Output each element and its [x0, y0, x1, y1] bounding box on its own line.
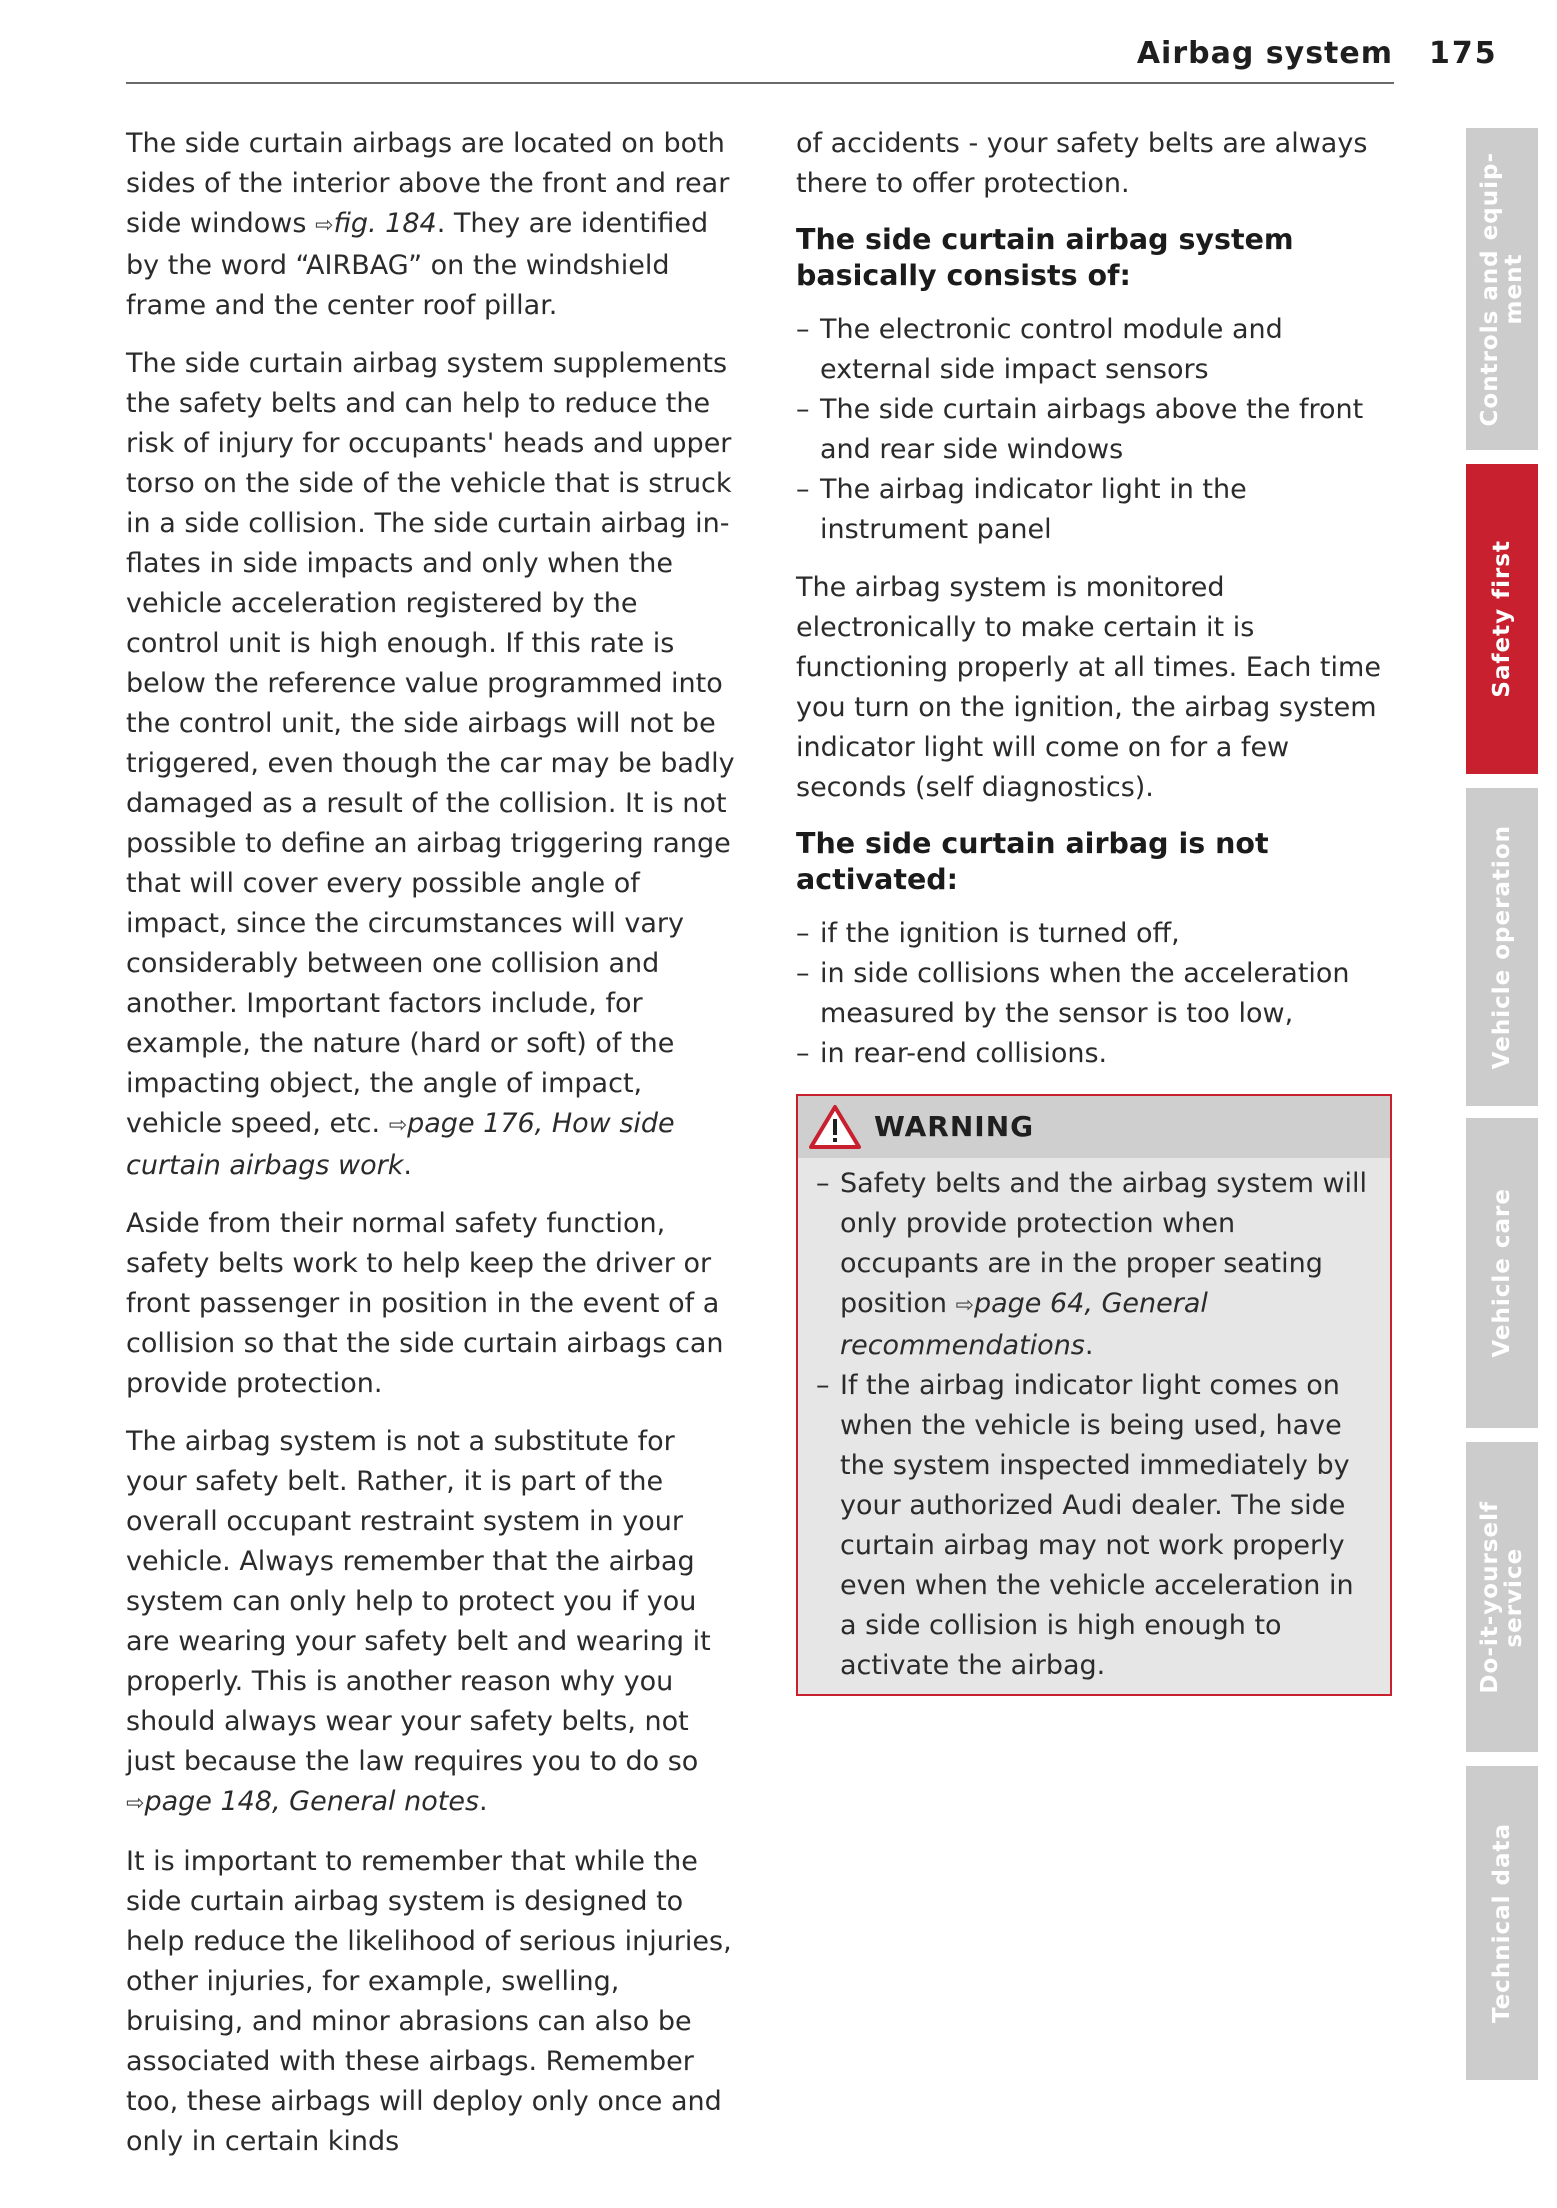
list-item: – in rear-end collisions. [796, 1034, 1392, 1074]
page-reference-link[interactable]: page 64, General recommendations [840, 1288, 1208, 1361]
sub-heading: The side curtain airbag is not activated: [796, 827, 1269, 896]
list-item: – The side curtain airbags above the front and rear side windows [796, 390, 1392, 470]
figure-reference-link[interactable]: fig. 184 [333, 208, 437, 239]
warning-title: WARNING [874, 1110, 1035, 1143]
right-column [796, 124, 1392, 1696]
warning-body [798, 1158, 1390, 1694]
sub-heading: The side curtain airbag system basically consists of: [796, 223, 1294, 292]
warning-triangle-icon [808, 1104, 862, 1150]
tab-label: Controls and equip- ment [1477, 151, 1527, 427]
paragraph-text: The airbag system is not a substitute for your safety belt. Rather, it is part of the overall occupant restraint system in your vehicle. Always remember that the airbag system can only help to protect you if you are wearing your safety belt and wearing it properly. This is another reason why you should always wear your safety belts, not just because the law requires you to do so [126, 1426, 711, 1777]
component-list [796, 310, 1392, 550]
warning-item: – If the airbag indicator light comes on when the vehicle is being used, have the system inspected immediately by your authorized Audi dealer. The side curtain airbag may not work properly even when the vehicle acceleration in a side collision is high enough to activate the airbag. [816, 1366, 1374, 1686]
paragraph [126, 124, 736, 326]
paragraph [126, 1422, 736, 1824]
warning-box [796, 1094, 1392, 1696]
paragraph: The airbag system is monitored electronically to make certain it is functioning properly at all times. Each time you turn on the ignition, the airbag system indicator light will come on for a few seconds (self diagnostics). [796, 572, 1381, 803]
paragraph [126, 344, 736, 1186]
warning-item [816, 1164, 1374, 1366]
section-title: Airbag system [1136, 36, 1393, 71]
page-number: 175 [1429, 36, 1498, 71]
tab-vehicle-operation[interactable] [1466, 788, 1538, 1106]
list-item: – if the ignition is turned off, [796, 914, 1392, 954]
list-item: – The airbag indicator light in the instrument panel [796, 470, 1392, 550]
page-reference-link[interactable]: page 148, General notes [144, 1786, 480, 1817]
tab-label: Vehicle care [1489, 1188, 1515, 1358]
paragraph: It is important to remember that while the side curtain airbag system is designed to help reduce the likelihood of serious injuries, other injuries, for example, swelling, bruising, and minor abrasions can also be associated with these airbags. Remember too, these airbags will deploy only once and only in certain kinds [126, 1846, 732, 2157]
list-item: – The electronic control module and external side impact sensors [796, 310, 1392, 390]
paragraph-text: . [479, 1786, 488, 1817]
tab-vehicle-care[interactable] [1466, 1118, 1538, 1428]
left-column [126, 124, 736, 2180]
tab-controls-and-equipment[interactable] [1466, 128, 1538, 450]
warning-header [798, 1096, 1390, 1158]
paragraph-text: The side curtain airbag system supplements the safety belts and can help to reduce the risk of injury for occupants' heads and upper torso on the side of the vehicle that is struck in a side collision. The side curtain airbag inflates in side impacts and only when the vehicle acceleration registered by the control unit is high enough. If this rate is below the reference value programmed into the control unit, the side airbags will not be triggered, even though the car may be badly damaged as a result of the collision. It is not possible to define an airbag triggering range that will cover every possible angle of impact, since the circumstances will vary considerably between one collision and another. Important factors include, for example, the nature (hard or soft) of the impacting object, the angle of impact, vehicle speed, etc. [126, 348, 735, 1139]
paragraph: of accidents - your safety belts are always there to offer protection. [796, 128, 1368, 199]
header-divider [126, 82, 1394, 84]
warning-text: Safety belts and the airbag system will only provide protection when occupants are in the proper seating position [840, 1168, 1368, 1319]
page-reference-link[interactable]: page 176, How side curtain airbags work [126, 1108, 675, 1181]
arrow-right-icon: ⇨ [126, 1791, 145, 1816]
chapter-tabs [1466, 0, 1538, 2208]
tab-label: Vehicle operation [1489, 824, 1515, 1070]
paragraph-text: . [403, 1150, 412, 1181]
warning-text: . [1084, 1330, 1094, 1361]
paragraph: Aside from their normal safety function, safety belts work to help keep the driver or front passenger in position in the event of a collision so that the side curtain airbags can provide protection. [126, 1208, 724, 1399]
arrow-right-icon: ⇨ [955, 1293, 974, 1318]
warning-list [816, 1164, 1374, 1686]
arrow-right-icon: ⇨ [315, 213, 334, 238]
tab-do-it-yourself-service[interactable] [1466, 1442, 1538, 1752]
tab-safety-first[interactable] [1466, 464, 1538, 774]
list-item: – in side collisions when the acceleration measured by the sensor is too low, [796, 954, 1392, 1034]
tab-label: Technical data [1489, 1822, 1515, 2024]
paragraph-text: The side curtain airbags are located on both sides of the interior above the front and rear side windows [126, 128, 730, 239]
arrow-right-icon: ⇨ [388, 1113, 408, 1138]
tab-technical-data[interactable] [1466, 1766, 1538, 2080]
tab-label: Safety first [1489, 540, 1515, 698]
paragraph-text: . They are identified by the word “AIRBAG” on the windshield frame and the center roof pillar. [126, 208, 709, 321]
condition-list [796, 914, 1392, 1074]
tab-label: Do-it-yourself service [1477, 1500, 1527, 1694]
